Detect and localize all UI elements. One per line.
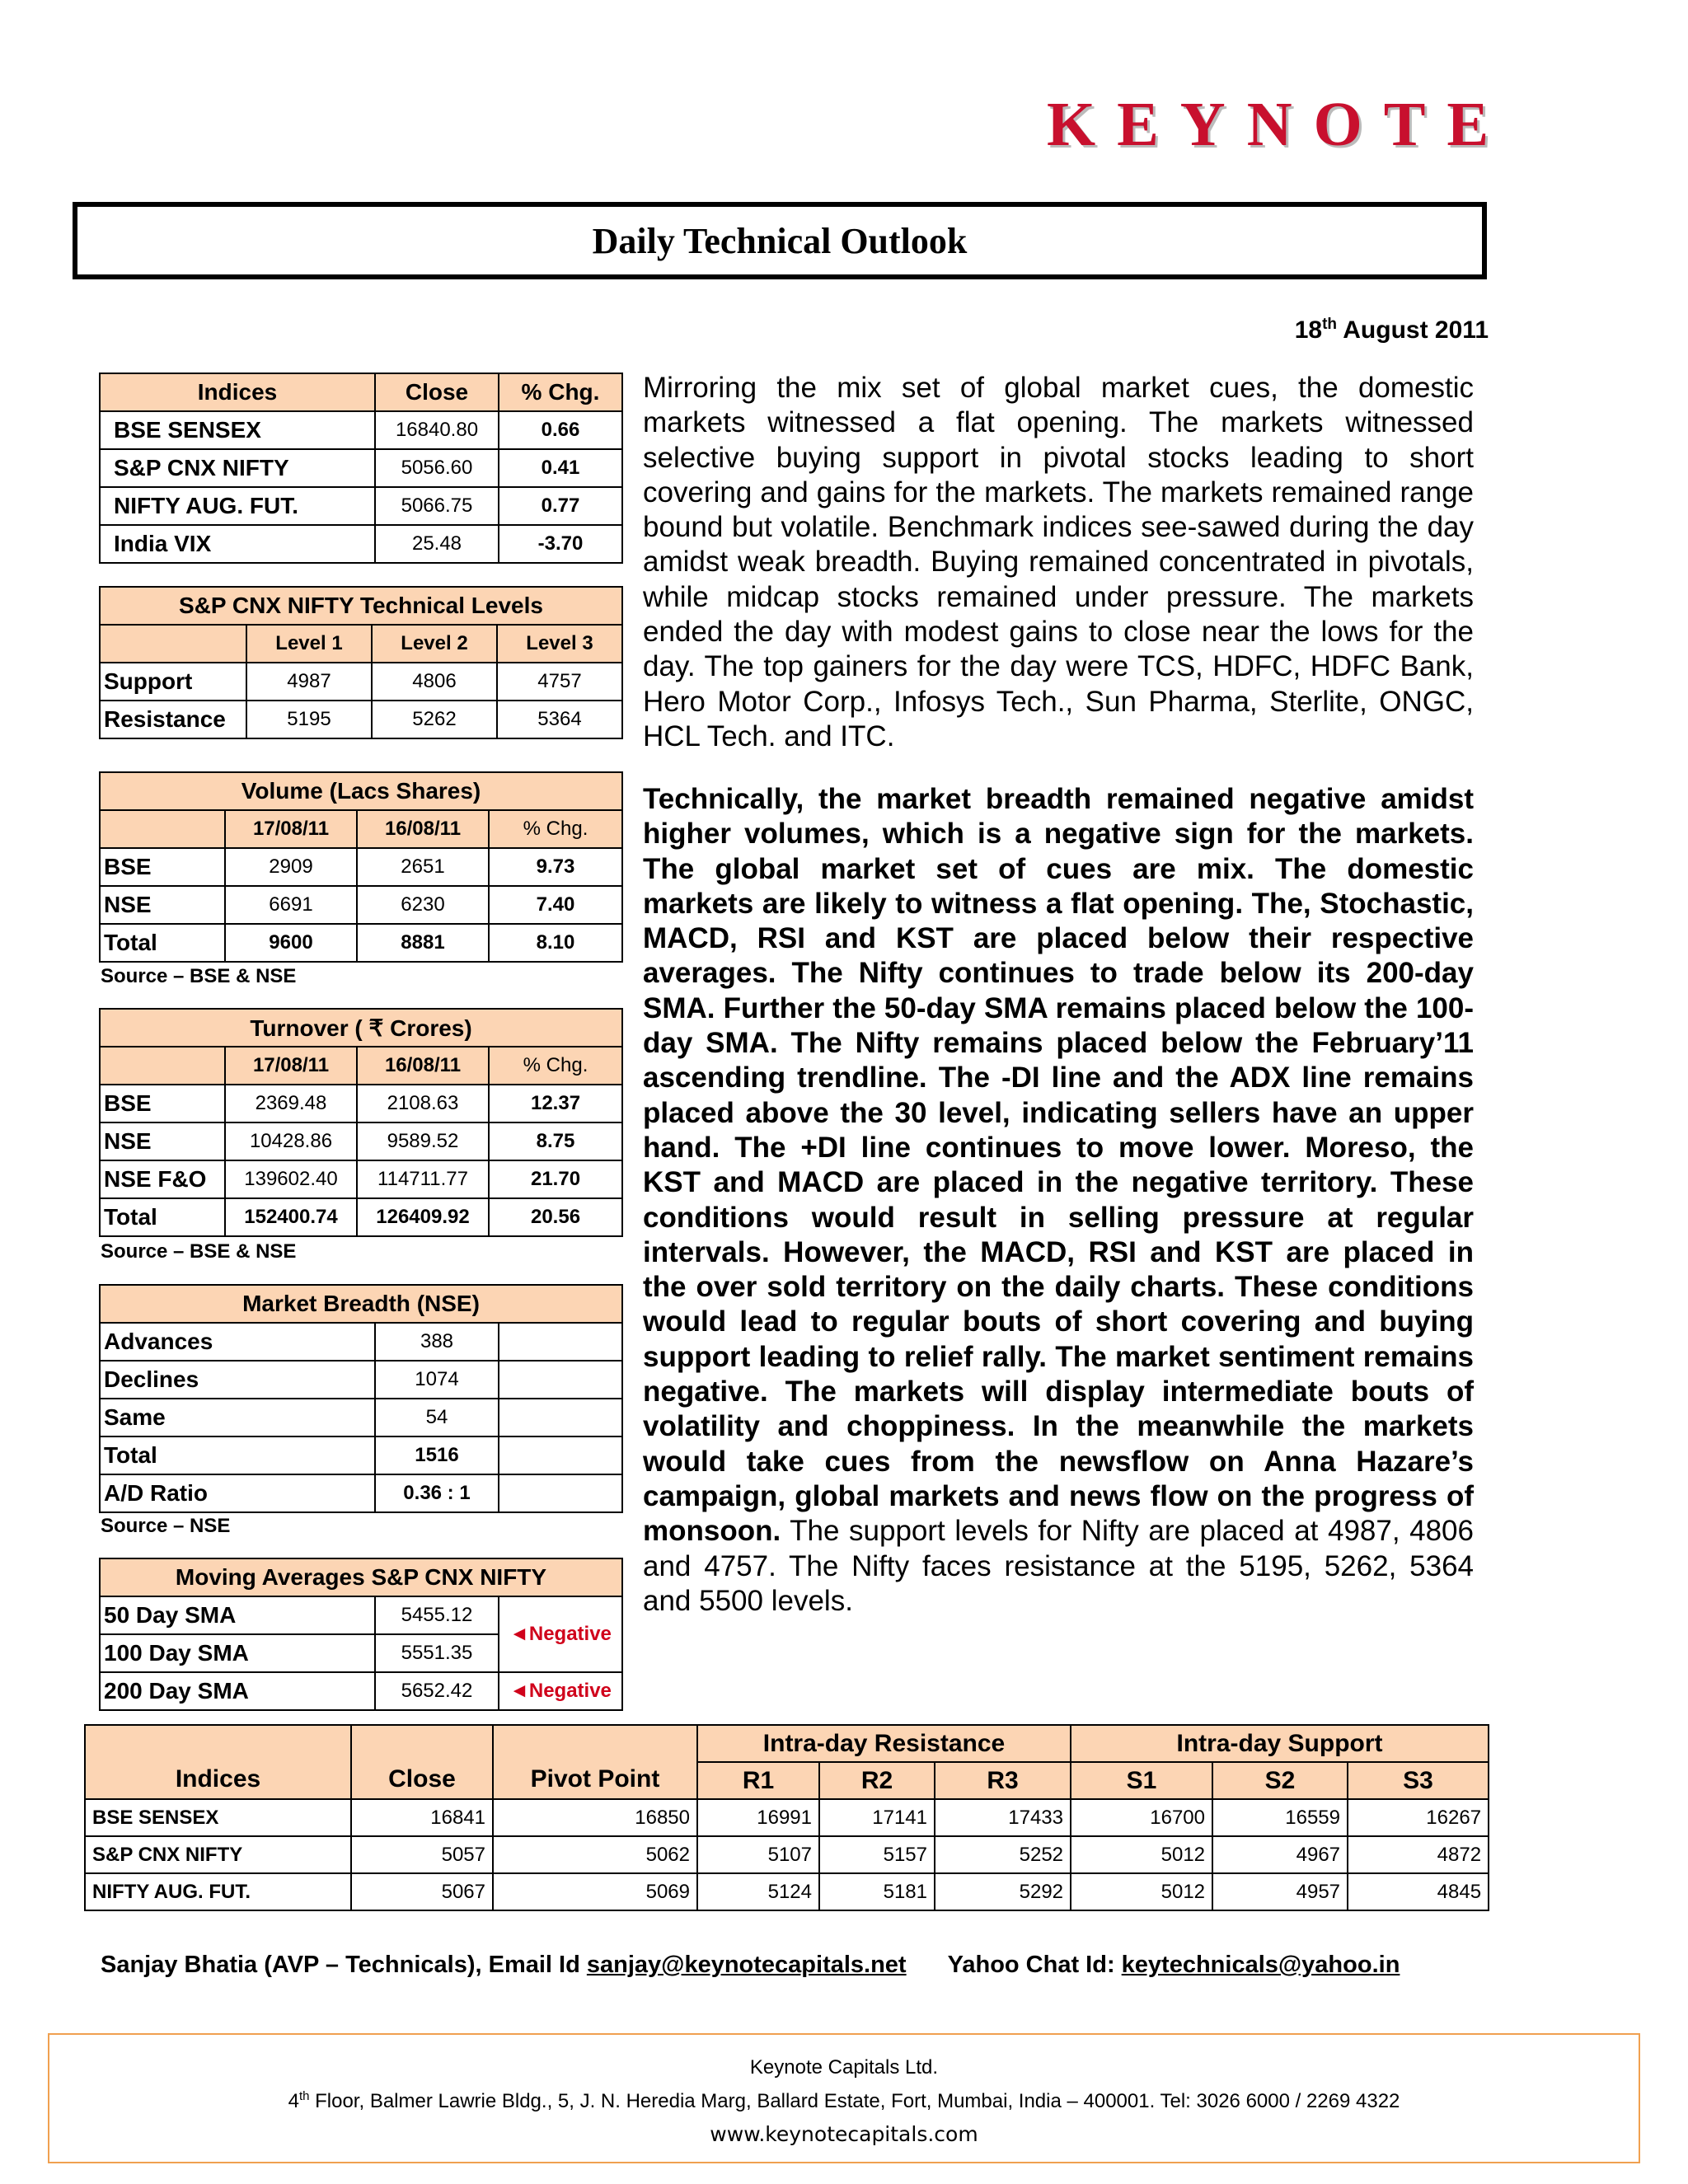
pivot-s2: 16559 [1212,1799,1348,1836]
table-row [100,1085,622,1122]
intraday-support-header: Intra-day Support [1071,1725,1489,1762]
footer-company: Keynote Capitals Ltd. [749,2056,939,2079]
level2-header: Level 2 [372,625,497,663]
index-chg: 0.66 [499,411,622,449]
r3-header: R3 [935,1762,1071,1799]
turnover-source: Source – BSE & NSE [101,1240,297,1263]
footer-address: Floor, Balmer Lawrie Bldg., 5, J. N. Heredia Marg, Ballard Estate, Fort, Mumbai, India – 400001. Tel: 3026 6000 / 2269 4322 [309,2090,1400,2112]
table-row [100,1436,622,1474]
pivot-point: 16850 [493,1799,697,1836]
level-value: 4757 [497,663,622,701]
exchange-name: Total [100,1198,225,1236]
breadth-value: 1516 [375,1436,499,1474]
analyst-name: Sanjay Bhatia (AVP – Technicals), Email Id [101,1952,587,1978]
negative-signal: ◄Negative [509,1623,612,1645]
pivot-s1: 5012 [1071,1873,1212,1910]
table-row [100,1198,622,1236]
exchange-name: NSE [100,1122,225,1160]
blank-cell [499,1399,622,1436]
pivot-header-pivot: Pivot Point [493,1725,697,1799]
breadth-source: Source – NSE [101,1515,231,1537]
table-row [100,701,622,738]
level-value: 5364 [497,701,622,738]
turnover-value: 2108.63 [357,1085,489,1122]
table-row [100,487,622,525]
index-close: 16840.80 [375,411,499,449]
breadth-name: A/D Ratio [100,1474,375,1512]
yahoo-chat-link[interactable]: keytechnicals@yahoo.in [1121,1952,1400,1978]
pivot-s1: 16700 [1071,1799,1212,1836]
blank-cell [499,1361,622,1399]
chg-header: % Chg. [489,1047,622,1085]
turnover-value: 10428.86 [225,1122,357,1160]
index-name: India VIX [100,525,375,563]
level-value: 4806 [372,663,497,701]
sma-value: 5652.42 [375,1672,499,1710]
volume-table [99,771,623,963]
pivot-s1: 5012 [1071,1836,1212,1873]
chg-header: % Chg. [489,810,622,848]
pivot-r3: 17433 [935,1799,1071,1836]
footer-floor-suffix: th [298,2089,310,2103]
pivot-close: 16841 [351,1799,493,1836]
table-row [100,1160,622,1198]
turnover-value: 139602.40 [225,1160,357,1198]
pivot-s3: 16267 [1348,1799,1489,1836]
pivot-r1: 5124 [697,1873,819,1910]
pivot-r2: 5157 [819,1836,935,1873]
pivot-r2: 5181 [819,1873,935,1910]
breadth-value: 54 [375,1399,499,1436]
blank-header [100,625,246,663]
breadth-value: 388 [375,1323,499,1361]
pivot-s2: 4957 [1212,1873,1348,1910]
s1-header: S1 [1071,1762,1212,1799]
sma-signal-cell [499,1672,622,1710]
blank-cell [499,1474,622,1512]
breadth-name: Advances [100,1323,375,1361]
sma-name: 200 Day SMA [100,1672,375,1710]
table-row [100,449,622,487]
sma-signal-cell [499,1596,622,1672]
table-row [100,924,622,962]
negative-signal: ◄Negative [509,1680,612,1702]
turnover-title: Turnover ( ₹ Crores) [100,1009,622,1047]
blank-cell [499,1323,622,1361]
turnover-value: 9589.52 [357,1122,489,1160]
exchange-name: BSE [100,848,225,886]
turnover-value: 2369.48 [225,1085,357,1122]
exchange-name: NSE F&O [100,1160,225,1198]
index-name: S&P CNX NIFTY [100,449,375,487]
table-row [100,1672,622,1710]
level-name: Resistance [100,701,246,738]
table-row [85,1799,1489,1836]
date1-header: 17/08/11 [225,810,357,848]
index-name: BSE SENSEX [100,411,375,449]
volume-chg: 8.10 [489,924,622,962]
pivot-s2: 4967 [1212,1836,1348,1873]
breadth-name: Same [100,1399,375,1436]
pivot-r1: 5107 [697,1836,819,1873]
commentary-paragraph-1: Mirroring the mix set of global market cues, the domestic markets witnessed a flat opening. The markets witnessed selective buying support in pivotal stocks leading to short covering and gains for the markets. The markets remained range bound but volatile. Benchmark indices see-sawed during the day amidst weak breadth. Buying remained concentrated in pivotals, while midcap stocks remained under pressure. The markets ended the day with modest gains to close near the lows for the day. The top gainers for the day were TCS, HDFC, HDFC Bank, Hero Motor Corp., Infosys Tech., Sun Pharma, Sterlite, ONGC, HCL Tech. and ITC. [643,372,1474,752]
technical-levels-table [99,586,623,739]
table-row [100,848,622,886]
date2-header: 16/08/11 [357,1047,489,1085]
exchange-name: Total [100,924,225,962]
level1-header: Level 1 [246,625,372,663]
pivot-r3: 5292 [935,1873,1071,1910]
level-value: 5262 [372,701,497,738]
r1-header: R1 [697,1762,819,1799]
table-row [100,525,622,563]
keynote-logo: KEYNOTE [1047,90,1511,159]
volume-value: 6691 [225,886,357,924]
turnover-chg: 20.56 [489,1198,622,1236]
turnover-chg: 12.37 [489,1085,622,1122]
contact-line [101,1952,1400,1979]
table-row [85,1836,1489,1873]
table-row [100,886,622,924]
indices-header-close: Close [375,373,499,411]
footer-floor: 4 [288,2090,299,2112]
table-row [100,1399,622,1436]
pivot-index-name: BSE SENSEX [85,1799,351,1836]
volume-value: 2909 [225,848,357,886]
exchange-name: BSE [100,1085,225,1122]
breadth-title: Market Breadth (NSE) [100,1285,622,1323]
moving-averages-table [99,1558,623,1711]
blank-header [100,1047,225,1085]
table-row [100,663,622,701]
breadth-name: Total [100,1436,375,1474]
turnover-chg: 8.75 [489,1122,622,1160]
index-close: 5066.75 [375,487,499,525]
indices-table [99,373,623,564]
index-name: NIFTY AUG. FUT. [100,487,375,525]
date1-header: 17/08/11 [225,1047,357,1085]
table-row [100,1596,622,1634]
technical-levels-title: S&P CNX NIFTY Technical Levels [100,587,622,625]
email-link[interactable]: sanjay@keynotecapitals.net [586,1952,907,1978]
indices-header-name: Indices [100,373,375,411]
indices-header-chg: % Chg. [499,373,622,411]
level3-header: Level 3 [497,625,622,663]
turnover-value: 126409.92 [357,1198,489,1236]
volume-value: 8881 [357,924,489,962]
breadth-table [99,1284,623,1513]
table-row [100,1122,622,1160]
volume-chg: 9.73 [489,848,622,886]
r2-header: R2 [819,1762,935,1799]
page-title: Daily Technical Outlook [592,220,968,261]
pivot-index-name: S&P CNX NIFTY [85,1836,351,1873]
index-chg: 0.77 [499,487,622,525]
turnover-value: 114711.77 [357,1160,489,1198]
pivot-header-indices: Indices [85,1725,351,1799]
turnover-value: 152400.74 [225,1198,357,1236]
turnover-table [99,1008,623,1237]
breadth-name: Declines [100,1361,375,1399]
footer [48,2033,1640,2163]
pivot-header-close: Close [351,1725,493,1799]
pivot-r1: 16991 [697,1799,819,1836]
commentary-bold-text: Technically, the market breadth remained negative amidst higher volumes, which is a negative sign for the markets. The global market set of cues are mix. The domestic markets are likely to witness a flat opening. The, Stochastic, MACD, RSI and KST are placed below their respective averages. The Nifty continues to trade below its 200-day SMA. Further the 50-day SMA remains placed below the 100-day SMA. The Nifty remains placed below the February’11 ascending trendline. The -DI line and the ADX line remains placed above the 30 level, indicating sellers have an upper hand. The +DI line continues to move lower. Moreso, the KST and MACD are placed in the negative territory. These conditions would result in selling pressure at regular intervals. However, the MACD, RSI and KST are placed in the over sold territory on the daily charts. These conditions would lead to regular bouts of short covering and buying support leading to relief rally. The market sentiment remains negative. The markets will display intermediate bouts of volatility and choppiness. In the meanwhile the markets would take cues from the newsflow on Anna Hazare’s campaign, global markets and news flow on the progress of monsoon. [643,783,1474,1548]
table-row [100,1474,622,1512]
sma-name: 50 Day SMA [100,1596,375,1634]
pivot-point: 5069 [493,1873,697,1910]
index-chg: 0.41 [499,449,622,487]
blank-cell [499,1436,622,1474]
level-value: 5195 [246,701,372,738]
chat-label: Yahoo Chat Id: [947,1952,1122,1978]
moving-averages-title: Moving Averages S&P CNX NIFTY [100,1558,622,1596]
volume-value: 9600 [225,924,357,962]
date2-header: 16/08/11 [357,810,489,848]
pivot-s3: 4872 [1348,1836,1489,1873]
level-value: 4987 [246,663,372,701]
s3-header: S3 [1348,1762,1489,1799]
footer-address-line [49,2089,1639,2113]
turnover-chg: 21.70 [489,1160,622,1198]
sma-name: 100 Day SMA [100,1634,375,1672]
footer-website[interactable]: www.keynotecapitals.com [710,2122,978,2146]
commentary-paragraph-2 [643,782,1474,1619]
volume-title: Volume (Lacs Shares) [100,772,622,810]
level-name: Support [100,663,246,701]
pivot-r2: 17141 [819,1799,935,1836]
breadth-value: 1074 [375,1361,499,1399]
blank-header [100,810,225,848]
table-row [100,411,622,449]
date-rest: August 2011 [1343,316,1489,344]
date-day: 18 [1294,316,1323,344]
pivot-close: 5067 [351,1873,493,1910]
date-suffix: th [1322,316,1338,333]
commentary-normal-text: The support levels for Nifty are placed at 4987, 4806 and 4757. The Nifty faces resistance at the 5195, 5262, 5364 and 5500 levels. [643,1515,1474,1617]
pivot-table [84,1724,1489,1911]
table-row [100,1361,622,1399]
volume-value: 6230 [357,886,489,924]
title-box [73,202,1487,279]
intraday-resistance-header: Intra-day Resistance [697,1725,1071,1762]
exchange-name: NSE [100,886,225,924]
breadth-value: 0.36 : 1 [375,1474,499,1512]
pivot-s3: 4845 [1348,1873,1489,1910]
table-row [100,1323,622,1361]
pivot-r3: 5252 [935,1836,1071,1873]
index-chg: -3.70 [499,525,622,563]
volume-chg: 7.40 [489,886,622,924]
s2-header: S2 [1212,1762,1348,1799]
report-date [1295,316,1489,344]
index-close: 25.48 [375,525,499,563]
sma-value: 5455.12 [375,1596,499,1634]
index-close: 5056.60 [375,449,499,487]
pivot-index-name: NIFTY AUG. FUT. [85,1873,351,1910]
pivot-point: 5062 [493,1836,697,1873]
pivot-close: 5057 [351,1836,493,1873]
sma-value: 5551.35 [375,1634,499,1672]
table-row [85,1873,1489,1910]
volume-value: 2651 [357,848,489,886]
volume-source: Source – BSE & NSE [101,965,297,987]
